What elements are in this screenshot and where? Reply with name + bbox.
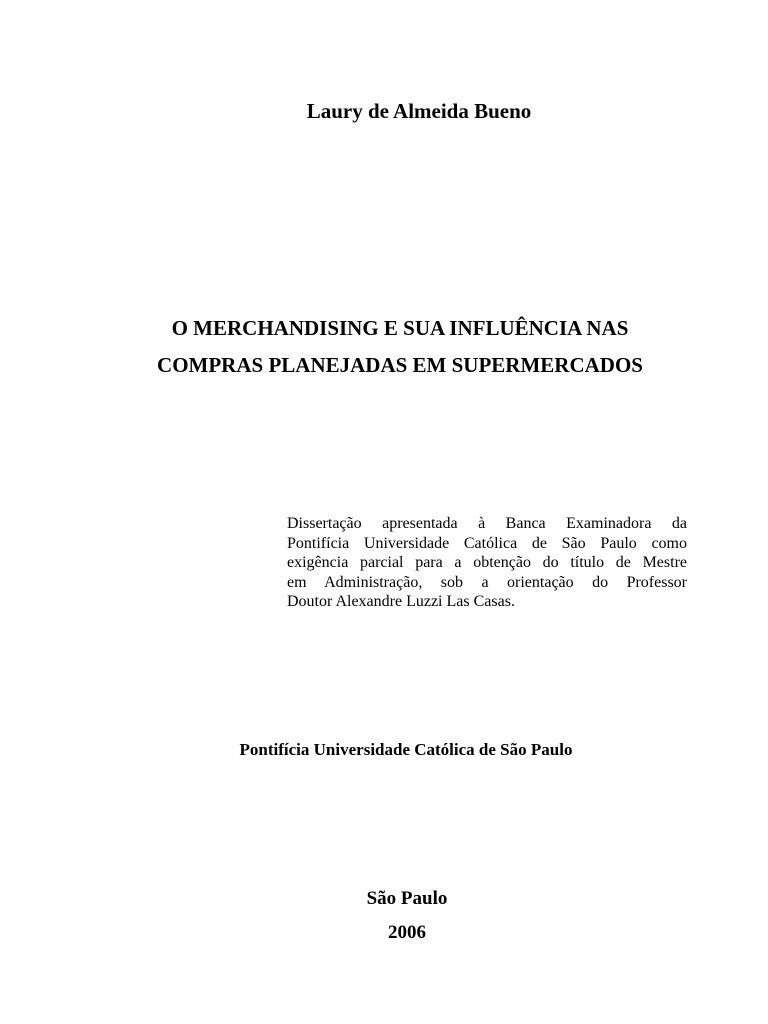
description-line-4: em Administração, sob a orientação do Professor xyxy=(287,573,687,591)
title-line-2: COMPRAS PLANEJADAS EM SUPERMERCADOS xyxy=(157,353,643,377)
description-line-3: exigência parcial para a obtenção do título de Mestre xyxy=(287,554,687,572)
description-line-5: Doutor Alexandre Luzzi Las Casas. xyxy=(287,593,515,611)
author-name: Laury de Almeida Bueno xyxy=(306,99,532,123)
dissertation-title xyxy=(120,310,680,384)
publication-year: 2006 xyxy=(388,922,426,943)
city-name: São Paulo xyxy=(366,888,448,909)
dissertation-description xyxy=(287,514,687,612)
institution-name: Pontifícia Universidade Católica de São Paulo xyxy=(239,740,573,759)
title-line-1: O MERCHANDISING E SUA INFLUÊNCIA NAS xyxy=(171,316,629,340)
description-line-1: Dissertação apresentada à Banca Examinadora da xyxy=(287,515,687,532)
description-line-2: Pontifícia Universidade Católica de São Paulo como xyxy=(287,534,687,552)
